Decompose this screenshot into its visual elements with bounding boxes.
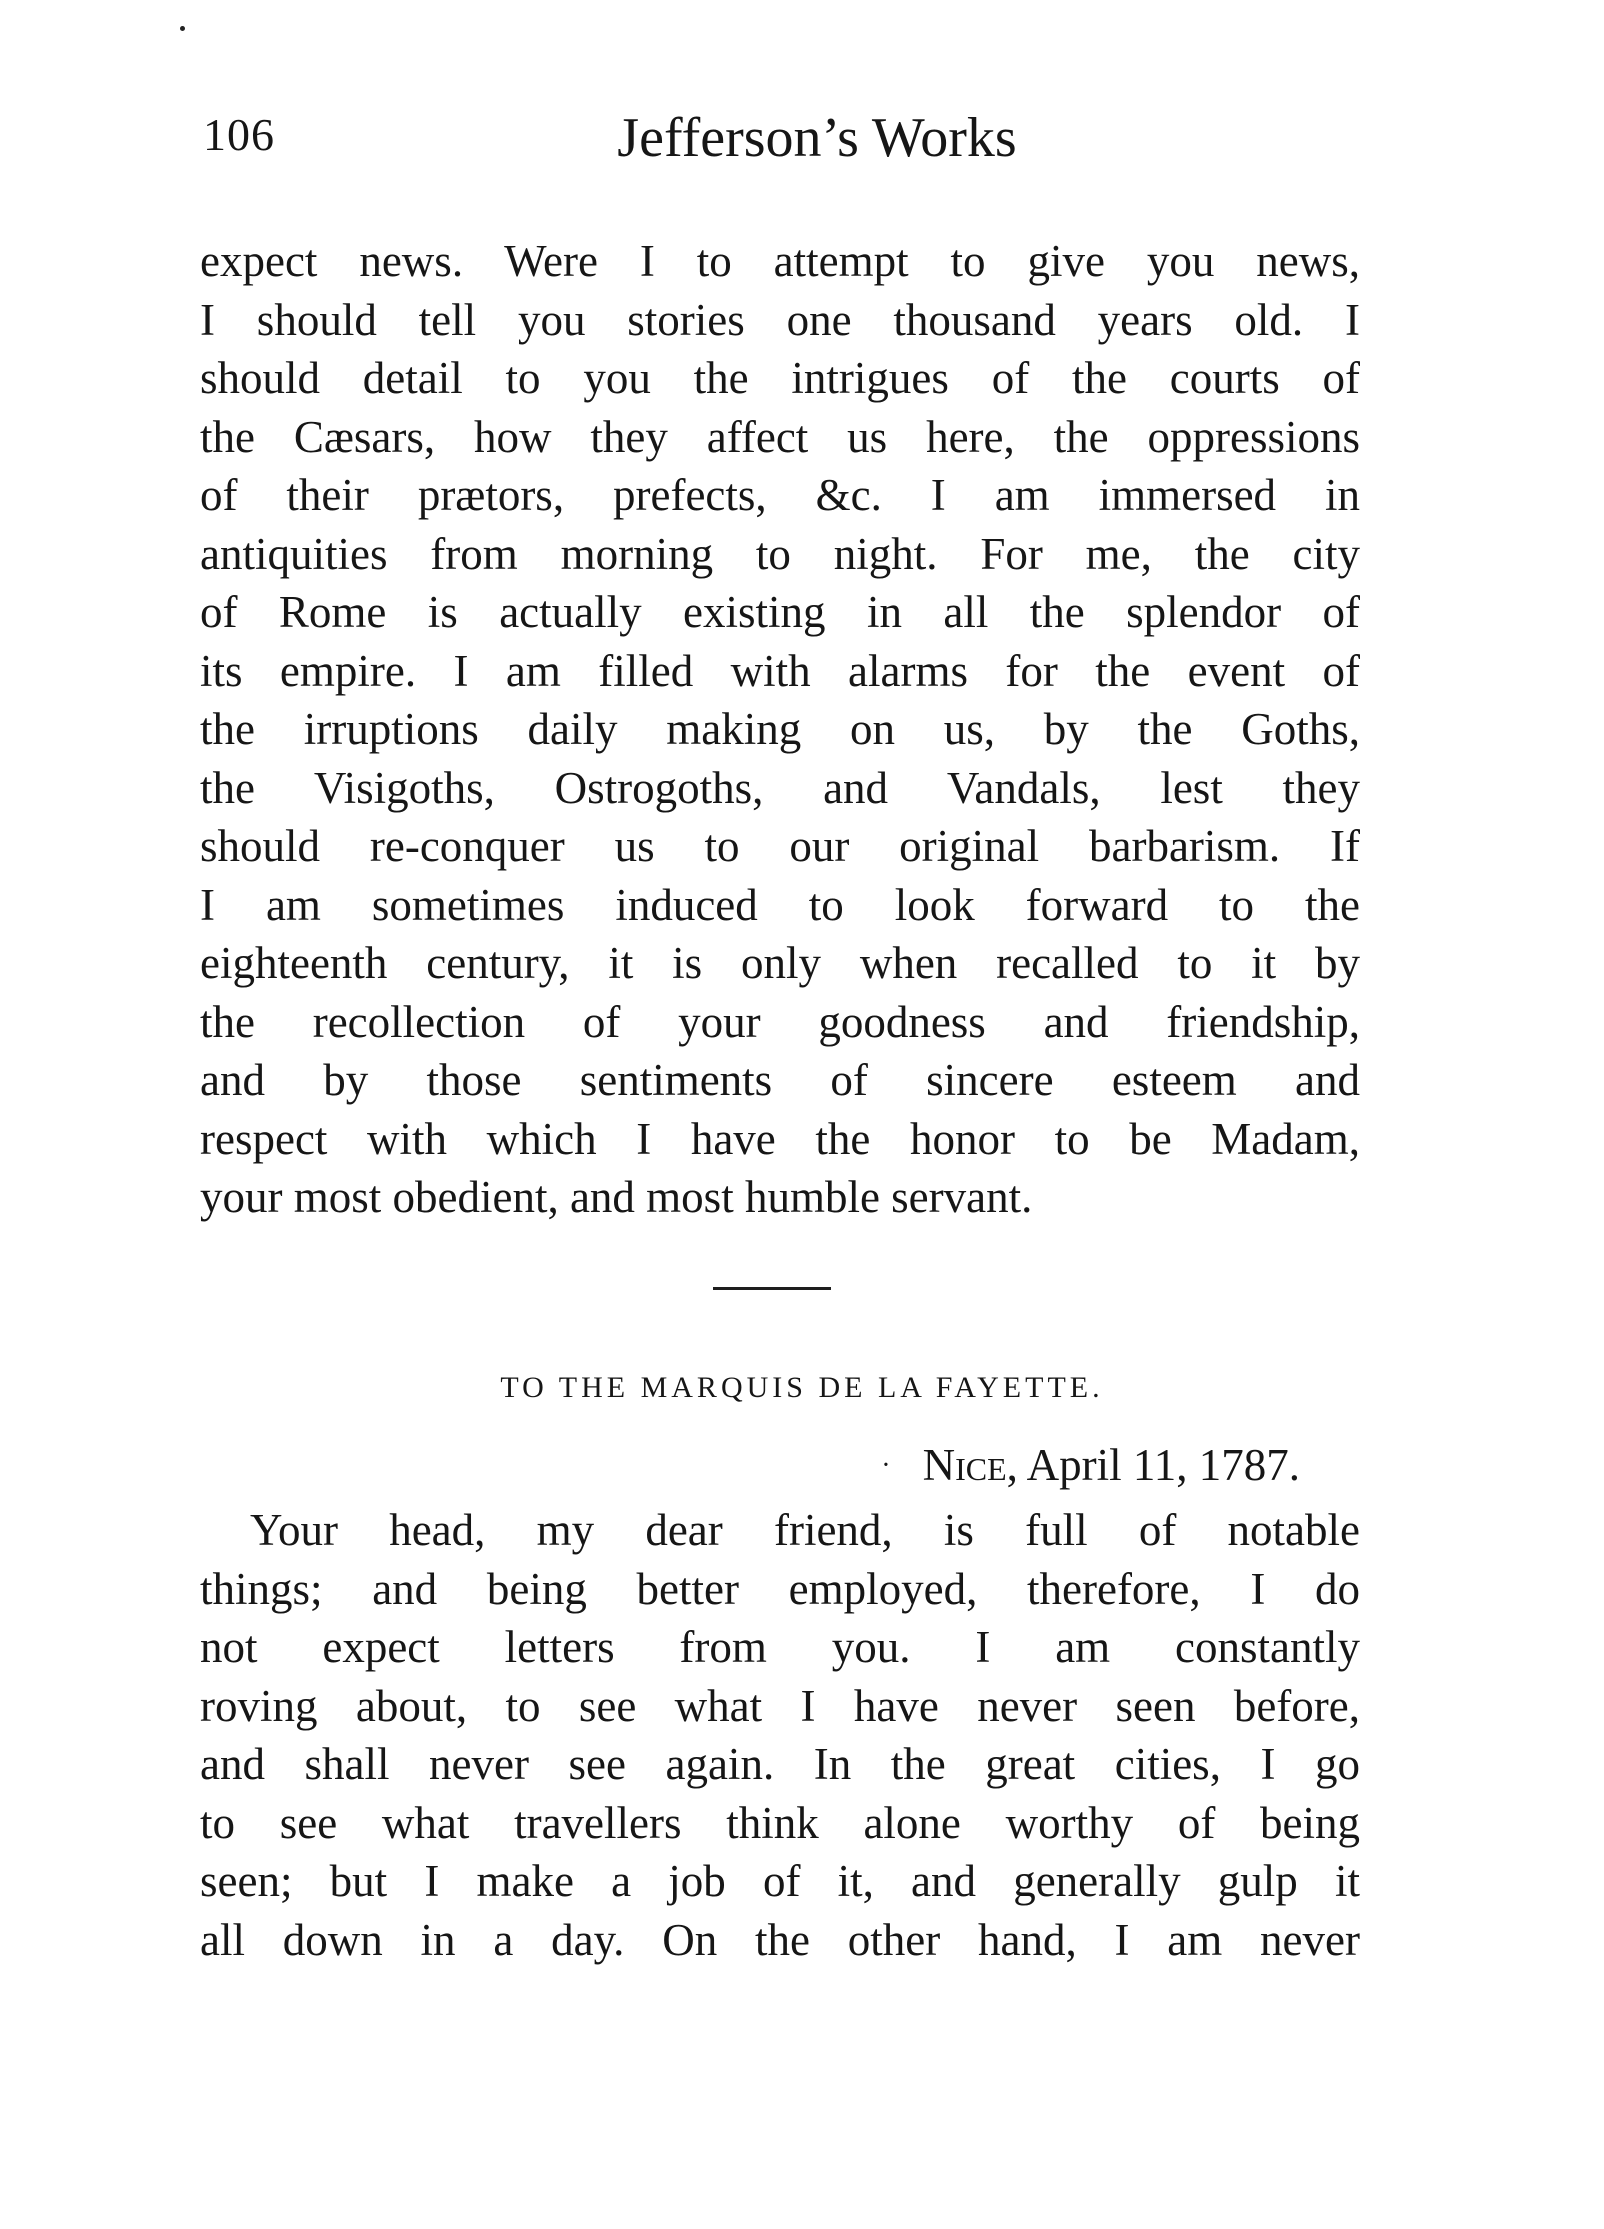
text-line: seen; but I make a job of it, and generally gulp it <box>200 1856 1360 1906</box>
text-line: of their prætors, prefects, &c. I am immersed in <box>200 470 1360 520</box>
letter-2-body <box>200 1501 1360 1969</box>
text-line: and by those sentiments of sincere esteem and <box>200 1055 1360 1105</box>
text-line: all down in a day. On the other hand, I am never <box>200 1914 1360 1965</box>
text-line: the Cæsars, how they affect us here, the oppressions <box>200 411 1360 462</box>
text-line: respect with which I have the honor to be Madam, <box>200 1113 1360 1164</box>
text-line: antiquities from morning to night. For me, the city <box>200 528 1360 579</box>
letter-1-body <box>200 232 1360 1227</box>
text-line: and shall never see again. In the great cities, I go <box>200 1739 1360 1789</box>
letter-heading: TO THE MARQUIS DE LA FAYETTE. <box>500 1371 1104 1404</box>
section-divider <box>713 1287 831 1290</box>
text-line: your most obedient, and most humble servant. <box>200 1172 1033 1222</box>
running-title: Jefferson’s Works <box>617 107 1017 169</box>
text-line: the Visigoths, Ostrogoths, and Vandals, lest they <box>200 762 1360 813</box>
text-line: roving about, to see what I have never seen before, <box>200 1680 1360 1731</box>
text-line: should detail to you the intrigues of the courts of <box>200 353 1360 403</box>
dateline-place: Nice, <box>922 1440 1018 1490</box>
text-line: to see what travellers think alone worthy of being <box>200 1797 1360 1848</box>
text-line: the irruptions daily making on us, by the Goths, <box>200 704 1360 754</box>
text-line: not expect letters from you. I am constantly <box>200 1622 1360 1672</box>
text-line: eighteenth century, it is only when recalled to it by <box>200 938 1360 988</box>
text-line: things; and being better employed, therefore, I do <box>200 1563 1360 1614</box>
text-line: expect news. Were I to attempt to give you news, <box>200 236 1360 286</box>
text-line: its empire. I am filled with alarms for the event of <box>200 645 1360 696</box>
scan-speck <box>180 26 185 31</box>
dateline-date: April 11, 1787. <box>1026 1440 1300 1490</box>
text-line: I am sometimes induced to look forward to the <box>200 879 1360 930</box>
text-line: I should tell you stories one thousand years old. I <box>200 294 1360 345</box>
page-number: 106 <box>203 109 275 160</box>
dateline <box>881 1440 1300 1490</box>
text-line: of Rome is actually existing in all the splendor of <box>200 587 1360 637</box>
text-line: should re-conquer us to our original barbarism. If <box>200 821 1360 871</box>
text-line: the recollection of your goodness and friendship, <box>200 996 1360 1047</box>
dateline-mark: · <box>881 1450 891 1481</box>
text-line: Your head, my dear friend, is full of notable <box>250 1505 1360 1555</box>
